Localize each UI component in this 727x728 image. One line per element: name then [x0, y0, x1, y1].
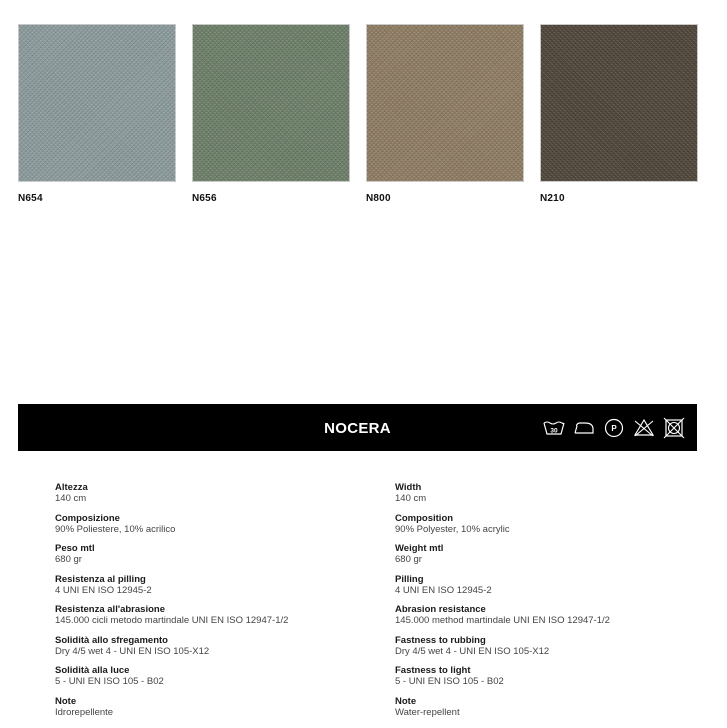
spec-item: [55, 696, 355, 727]
spec-item: [395, 665, 695, 696]
spec-label: Weight mtl: [395, 543, 444, 554]
fabric-swatch-image: [18, 24, 176, 182]
product-title: NOCERA: [324, 420, 391, 437]
spec-value: 4 UNI EN ISO 12945-2: [55, 584, 152, 596]
spec-label: Note: [395, 695, 417, 707]
spec-label: Peso mtl: [55, 543, 95, 554]
spec-value: Water-repellent: [395, 706, 460, 718]
spec-label: Resistenza al pilling: [55, 573, 146, 585]
spec-item: [55, 513, 355, 544]
spec-item: [55, 543, 355, 574]
fabric-swatch-image: [366, 24, 524, 182]
spec-label: Fastness to rubbing: [395, 634, 486, 646]
spec-item: [55, 482, 355, 513]
spec-value: 5 - UNI EN ISO 105 - B02: [395, 676, 504, 687]
spec-value: 145.000 cicli metodo martindale UNI EN ISO 12947-1/2: [55, 615, 289, 626]
swatch-code: N656: [192, 193, 217, 204]
spec-label: Composizione: [55, 512, 120, 524]
spec-item: [395, 543, 695, 574]
swatch-card[interactable]: [192, 24, 350, 204]
spec-label: Note: [55, 695, 77, 707]
spec-value: Dry 4/5 wet 4 - UNI EN ISO 105-X12: [55, 645, 210, 657]
spec-label: Width: [395, 482, 422, 493]
spec-item: [55, 574, 355, 605]
spec-label: Composition: [395, 512, 454, 524]
spec-label: Fastness to light: [395, 665, 471, 676]
spec-value: 90% Poliestere, 10% acrilico: [55, 523, 176, 535]
spec-value: 4 UNI EN ISO 12945-2: [395, 584, 492, 596]
spec-item: [395, 513, 695, 544]
svg-text:30: 30: [550, 427, 558, 435]
fabric-swatch-image: [540, 24, 698, 182]
spec-value: 680 gr: [395, 554, 422, 565]
spec-item: [395, 635, 695, 666]
swatch-card[interactable]: [18, 24, 176, 204]
spec-item: [395, 604, 695, 635]
iron-icon: [573, 417, 595, 439]
swatch-code: N654: [18, 193, 43, 204]
spec-value: 140 cm: [55, 493, 87, 504]
spec-label: Solidità alla luce: [55, 665, 130, 676]
fabric-swatch-image: [192, 24, 350, 182]
no-bleach-icon: [633, 417, 655, 439]
swatch-card[interactable]: [540, 24, 698, 204]
swatch-code: N800: [366, 193, 391, 204]
spec-label: Abrasion resistance: [395, 604, 486, 615]
swatch-code: N210: [540, 193, 565, 204]
spec-value: 90% Polyester, 10% acrylic: [395, 523, 510, 535]
swatch-card[interactable]: [366, 24, 524, 204]
svg-text:P: P: [611, 424, 617, 433]
spec-value: 5 - UNI EN ISO 105 - B02: [55, 676, 164, 687]
spec-value: 680 gr: [55, 554, 82, 565]
spec-value: Idrorepellente: [55, 706, 114, 718]
specs-english: [395, 482, 695, 726]
spec-item: [55, 635, 355, 666]
specs-italian: [55, 482, 355, 726]
spec-label: Altezza: [55, 482, 88, 493]
spec-label: Solidità allo sfregamento: [55, 634, 168, 646]
spec-value: 140 cm: [395, 493, 427, 504]
spec-item: [55, 665, 355, 696]
no-tumble-dry-icon: [663, 417, 685, 439]
spec-item: [395, 574, 695, 605]
wash-30-icon: [543, 417, 565, 439]
swatch-gallery: [18, 24, 698, 214]
spec-item: [395, 696, 695, 727]
spec-item: [395, 482, 695, 513]
spec-label: Resistenza all'abrasione: [55, 604, 165, 615]
spec-value: Dry 4/5 wet 4 - UNI EN ISO 105-X12: [395, 645, 550, 657]
spec-label: Pilling: [395, 573, 424, 585]
product-banner: [18, 404, 697, 451]
spec-item: [55, 604, 355, 635]
care-instructions: [543, 417, 685, 439]
dry-clean-p-icon: [603, 417, 625, 439]
spec-value: 145.000 method martindale UNI EN ISO 12947-1/2: [395, 615, 610, 626]
